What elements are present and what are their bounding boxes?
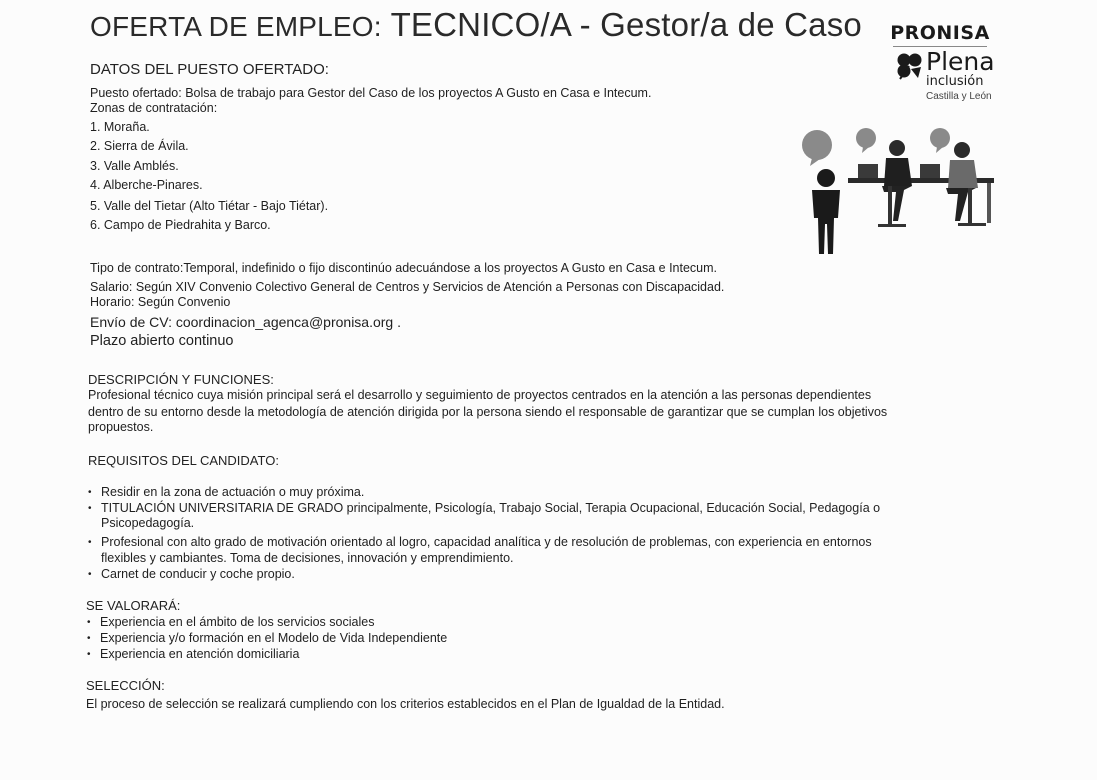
- zona-item: 3. Valle Amblés.: [90, 159, 179, 173]
- requisito-item-cont: flexibles y cambiantes. Toma de decisiones, innovación y emprendimiento.: [101, 551, 514, 565]
- descripcion-line: Profesional técnico cuya misión principal será el desarrollo y seguimiento de proyectos centrados en la atención a las personas dependientes: [88, 388, 872, 402]
- title-position: TECNICO/A - Gestor/a de Caso: [390, 6, 862, 43]
- zona-item: 2. Sierra de Ávila.: [90, 139, 189, 153]
- zonas-label: Zonas de contratación:: [90, 101, 218, 115]
- logo-region: Castilla y León: [926, 91, 992, 102]
- zona-item: 5. Valle del Tietar (Alto Tiétar - Bajo Tiétar).: [90, 199, 329, 213]
- laptop-icon: [858, 164, 878, 178]
- section-heading-descripcion: DESCRIPCIÓN Y FUNCIONES:: [88, 372, 274, 387]
- office-workers-illustration: [800, 126, 996, 258]
- seleccion-text: El proceso de selección se realizará cumpliendo con los criterios establecidos en el Plan de Igualdad de la Entidad.: [86, 697, 725, 711]
- envio-cv: Envío de CV: coordinacion_agenca@pronisa.org .: [90, 314, 401, 330]
- salario: Salario: Según XIV Convenio Colectivo General de Centros y Servicios de Atención a Personas con Discapacidad.: [90, 280, 725, 294]
- zona-item: 6. Campo de Piedrahita y Barco.: [90, 218, 271, 232]
- valorara-item: • Experiencia en el ámbito de los servicios sociales: [100, 615, 374, 630]
- laptop-icon: [920, 164, 940, 178]
- requisito-item: • Carnet de conducir y coche propio.: [101, 567, 295, 582]
- logo-brand: Plena: [926, 47, 995, 76]
- logo-org-name: PRONISA: [890, 22, 990, 44]
- horario: Horario: Según Convenio: [90, 295, 231, 309]
- pronisa-logo: [890, 22, 1002, 107]
- descripcion-line: propuestos.: [88, 420, 154, 434]
- section-heading-valorara: SE VALORARÁ:: [86, 598, 181, 613]
- plena-clover-icon: [894, 51, 924, 81]
- zona-item: 4. Alberche-Pinares.: [90, 178, 203, 192]
- valorara-item: • Experiencia y/o formación en el Modelo de Vida Independiente: [100, 631, 447, 646]
- plazo: Plazo abierto continuo: [90, 333, 234, 349]
- zona-item: 1. Moraña.: [90, 120, 150, 134]
- descripcion-line: dentro de su entorno desde la metodología de atención dirigida por la persona siendo el responsable de garantizar que se cumplan los objetivos: [88, 405, 888, 419]
- speech-bubble-icon: [802, 130, 832, 160]
- tipo-contrato: Tipo de contrato:Temporal, indefinido o fijo discontinúo adecuándose a los proyectos A Gusto en Casa e Intecum.: [90, 261, 718, 275]
- section-heading-requisitos: REQUISITOS DEL CANDIDATO:: [88, 453, 279, 468]
- requisito-item: • Profesional con alto grado de motivación orientado al logro, capacidad analítica y de resolución de problemas, con experiencia en entornos: [101, 535, 872, 550]
- requisito-item-cont: Psicopedagogía.: [101, 516, 195, 530]
- title-prefix: OFERTA DE EMPLEO:: [90, 11, 382, 42]
- requisito-item: • TITULACIÓN UNIVERSITARIA DE GRADO principalmente, Psicología, Trabajo Social, Terapia Ocupacional, Educación Social, Pedagogía o: [101, 501, 880, 516]
- person-icon: [817, 169, 835, 187]
- page-title: [90, 6, 862, 44]
- section-heading-seleccion: SELECCIÓN:: [86, 678, 165, 693]
- section-heading-datos: DATOS DEL PUESTO OFERTADO:: [90, 61, 329, 78]
- requisito-item: • Residir en la zona de actuación o muy próxima.: [101, 485, 364, 500]
- puesto-ofertado: Puesto ofertado: Bolsa de trabajo para Gestor del Caso de los proyectos A Gusto en Casa e Intecum.: [90, 86, 652, 100]
- valorara-item: • Experiencia en atención domiciliaria: [100, 647, 299, 662]
- logo-subbrand: inclusión: [926, 74, 984, 89]
